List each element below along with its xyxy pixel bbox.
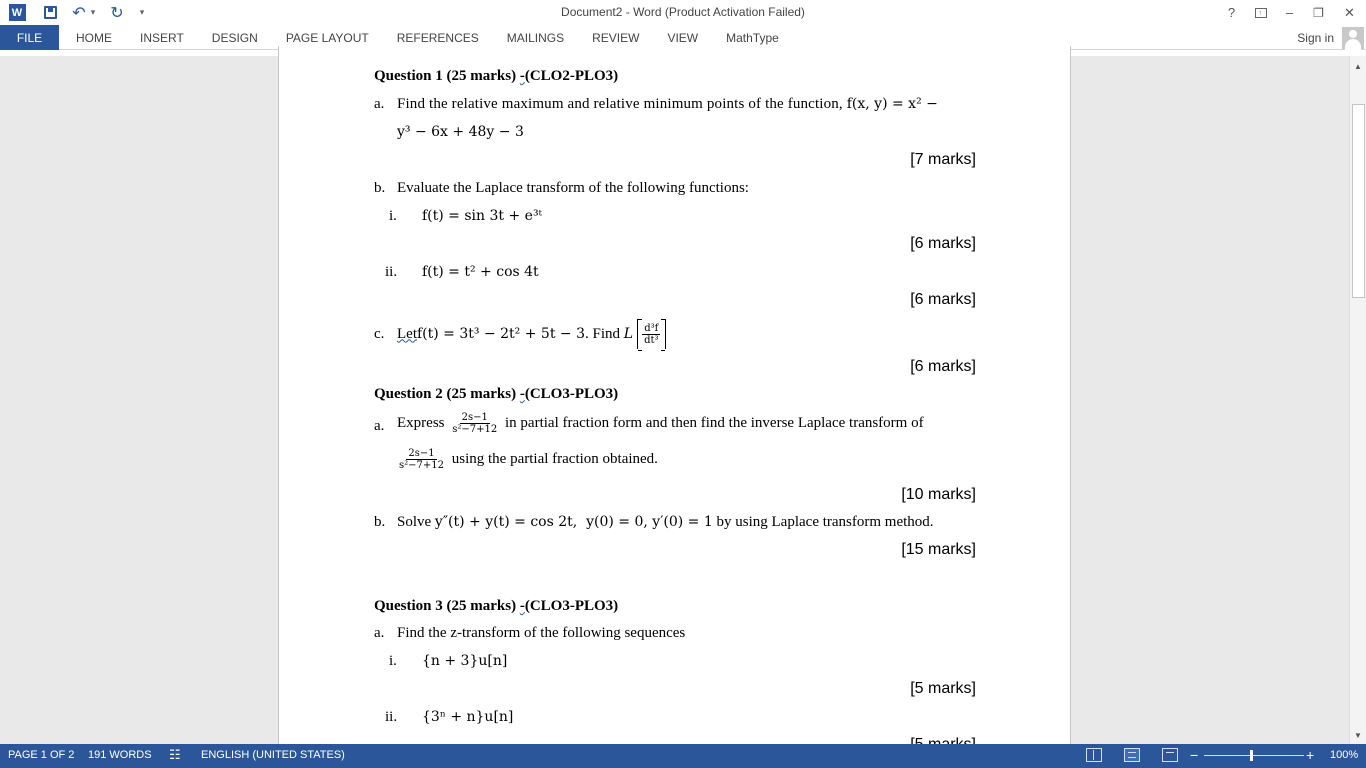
- q1-c-label: c.: [374, 326, 385, 342]
- q1-b-i-math: f(t) = sin 3t + e³ᵗ: [422, 208, 543, 224]
- status-bar: [0, 744, 1366, 768]
- close-button[interactable]: [1333, 0, 1366, 25]
- proofing-icon[interactable]: ☷: [169, 747, 181, 762]
- word-count[interactable]: 191 WORDS: [88, 749, 152, 761]
- chevron-up-icon: ▲: [1354, 61, 1362, 71]
- q3-a-i-math: {n + 3}u[n]: [422, 653, 508, 669]
- undo-icon: ↶: [72, 4, 86, 22]
- web-layout-button[interactable]: [1162, 748, 1178, 762]
- tab-page-layout[interactable]: PAGE LAYOUT: [285, 30, 369, 45]
- print-layout-button[interactable]: [1124, 748, 1140, 762]
- zoom-slider-track[interactable]: [1204, 755, 1304, 756]
- zoom-out-button[interactable]: −: [1190, 747, 1199, 763]
- tab-view[interactable]: VIEW: [667, 30, 699, 45]
- q1-b-i-marks: [6 marks]: [910, 235, 976, 252]
- print-layout-icon: [1128, 752, 1136, 758]
- q2-a-marks: [10 marks]: [901, 486, 976, 503]
- redo-icon: ↻: [110, 4, 124, 22]
- q1-c-marks: [6 marks]: [910, 358, 976, 375]
- q1-b-ii-label: ii.: [385, 264, 398, 280]
- q3-a-text: Find the z-transform of the following sequences: [397, 625, 686, 641]
- question-2-heading: Question 2 (25 marks) -(CLO3-PLO3): [374, 386, 619, 402]
- q1-b-i-label: i.: [389, 208, 397, 224]
- language[interactable]: ENGLISH (UNITED STATES): [201, 749, 345, 761]
- scroll-up-button[interactable]: [1350, 58, 1366, 74]
- read-mode-button[interactable]: [1086, 748, 1102, 762]
- tab-mailings[interactable]: MAILINGS: [506, 30, 565, 45]
- q3-a-i-label: i.: [389, 653, 397, 669]
- document-page[interactable]: [278, 46, 1071, 766]
- help-button[interactable]: [1217, 0, 1246, 25]
- zoom-in-button[interactable]: +: [1306, 747, 1315, 763]
- q3-a-ii-math: {3ⁿ + n}u[n]: [422, 709, 514, 725]
- scroll-down-button[interactable]: [1350, 727, 1366, 743]
- q1-a-math-continued: y³ − 6x + 48y − 3: [397, 124, 524, 140]
- q1-b-ii-marks: [6 marks]: [910, 291, 976, 308]
- ribbon-display-icon: ↑: [1255, 8, 1267, 18]
- q2-b-text: Solve y″(t) + y(t) = cos 2t, y(0) = 0, y′(0) = 1 by using Laplace transform method.: [397, 514, 934, 530]
- q2-b-label: b.: [374, 514, 386, 530]
- q1-a-marks: [7 marks]: [910, 151, 976, 168]
- web-layout-icon: [1166, 752, 1174, 758]
- q1-c-bracket: $\frac{\text{d³f}}{\text{dt³}}$: [637, 319, 665, 349]
- tab-references[interactable]: REFERENCES: [396, 30, 479, 45]
- read-mode-icon: [1093, 750, 1094, 760]
- restore-icon: ❐: [1313, 5, 1324, 20]
- zoom-slider-thumb[interactable]: [1250, 750, 1253, 761]
- q1-c-text: Let f(t) = 3t³ − 2t² + 5t − 3 . Find L $\frac{\text{d³f}}{\text{dt³}}$: [397, 317, 666, 351]
- document-workspace: [0, 56, 1349, 744]
- word-logo-icon: W: [9, 4, 26, 21]
- chevron-down-icon: ▼: [1354, 730, 1362, 740]
- window-title: Document2 - Word (Product Activation Failed): [561, 5, 805, 19]
- sign-in-label[interactable]: Sign in: [1297, 30, 1334, 45]
- q1-b-ii-math: f(t) = t² + cos 4t: [422, 264, 539, 280]
- chevron-down-icon: ▾: [90, 7, 96, 17]
- close-icon: ✕: [1344, 4, 1355, 20]
- title-bar: [0, 0, 1366, 25]
- q3-a-i-marks: [5 marks]: [910, 680, 976, 697]
- scroll-thumb[interactable]: [1352, 104, 1365, 298]
- q2-b-marks: [15 marks]: [901, 541, 976, 558]
- q3-a-ii-label: ii.: [385, 709, 398, 725]
- q2-a-text-continued: $\frac{2s-1}{\text{s²−7+12}}$ using the partial fraction obtained.: [399, 447, 658, 471]
- help-icon: ?: [1227, 5, 1236, 20]
- tab-design[interactable]: DESIGN: [211, 30, 258, 45]
- question-3-heading: Question 3 (25 marks) -(CLO3-PLO3): [374, 598, 619, 614]
- q1-a-text: Find the relative maximum and relative minimum points of the function, f(x, y) = x² −: [397, 96, 938, 112]
- question-1-heading: Question 1 (25 marks) -(CLO2-PLO3): [374, 68, 619, 84]
- q1-b-label: b.: [374, 180, 386, 196]
- minimize-button[interactable]: [1275, 0, 1304, 25]
- avatar-icon[interactable]: [1342, 27, 1364, 49]
- tab-home[interactable]: HOME: [76, 30, 112, 45]
- page-count[interactable]: PAGE 1 OF 2: [8, 749, 75, 761]
- sign-in[interactable]: [1297, 25, 1366, 50]
- q1-a-label: a.: [374, 96, 385, 112]
- vertical-scrollbar[interactable]: [1349, 56, 1366, 744]
- ribbon-display-options-button[interactable]: [1246, 0, 1275, 25]
- q1-b-text: Evaluate the Laplace transform of the following functions:: [397, 180, 749, 196]
- q2-a-text: Express $\frac{2s-1}{\text{s²−7+12}}$ in partial fraction form and then find the inverse Laplace transform of: [397, 411, 924, 435]
- tab-mathtype[interactable]: MathType: [726, 30, 779, 45]
- tab-file[interactable]: FILE: [0, 25, 59, 50]
- q2-a-label: a.: [374, 418, 385, 434]
- zoom-level[interactable]: 100%: [1330, 749, 1359, 761]
- q3-a-label: a.: [374, 625, 385, 641]
- tab-insert[interactable]: INSERT: [140, 30, 184, 45]
- restore-button[interactable]: [1304, 0, 1333, 25]
- minimize-icon: –: [1285, 5, 1294, 20]
- customize-icon: ▾: [139, 7, 145, 17]
- window-controls: [1217, 0, 1366, 25]
- tab-review[interactable]: REVIEW: [592, 30, 640, 45]
